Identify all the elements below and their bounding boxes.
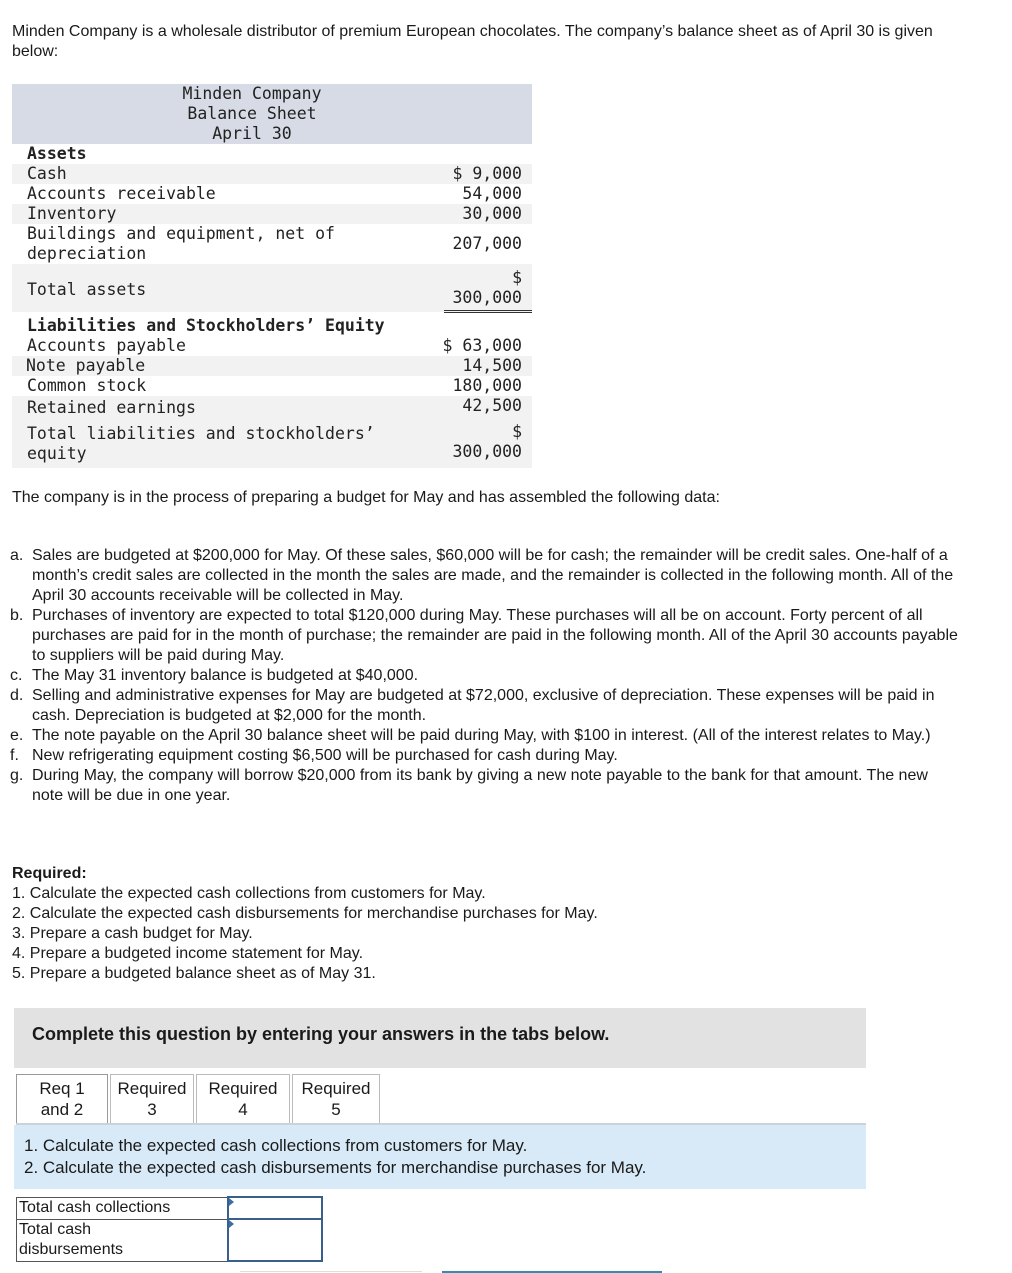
instructions-banner: Complete this question by entering your answers in the tabs below. (14, 1008, 866, 1068)
statement-date: April 30 (212, 124, 292, 143)
company-name: Minden Company (182, 84, 322, 103)
tab-label-line: and 2 (40, 1100, 84, 1119)
list-item (12, 606, 962, 666)
disbursements-label-line: Total cash (19, 1220, 92, 1238)
tab-required-3[interactable] (110, 1074, 194, 1124)
note-payable-row (12, 356, 532, 376)
required-title: Required: (12, 865, 87, 882)
cash-value: $ 9,000 (452, 164, 522, 183)
buildings-value: 207,000 (452, 234, 522, 253)
item-text: New refrigerating equipment costing $6,500 will be purchased for cash during May. (32, 747, 618, 764)
list-item (12, 686, 962, 726)
total-le-dollar: $ (512, 422, 522, 441)
tab-label-line: 4 (238, 1100, 248, 1119)
item-letter: e. (10, 727, 24, 744)
total-assets-row (12, 264, 532, 312)
required-line: 4. Prepare a budgeted income statement for May. (12, 945, 364, 962)
total-assets-dollar: $ (512, 268, 522, 287)
budget-intro: The company is in the process of preparing a budget for May and has assembled the following data: (12, 489, 720, 506)
statement-title: Balance Sheet (187, 104, 317, 123)
note-payable-value: 14,500 (462, 356, 522, 375)
footer-divider (240, 1271, 422, 1272)
ap-row (12, 336, 532, 356)
tab-label-line: 3 (147, 1100, 157, 1119)
list-item (12, 766, 962, 806)
task-instructions (14, 1125, 866, 1189)
required-section (12, 864, 598, 984)
item-letter: f. (10, 747, 19, 764)
item-text: Sales are budgeted at $200,000 for May. Of these sales, $60,000 will be for cash; the remainder will be credit sales. One-half of a month’s credit sales are collected in the month the sales are made, and the remainder is collected in the following month. All of the April 30 accounts receivable will be collected in May. (32, 547, 954, 604)
total-le-row (12, 418, 532, 468)
total-le-label-1: Total liabilities and stockholders’ (27, 424, 375, 443)
answer-table (16, 1196, 323, 1262)
data-items-list (12, 546, 962, 806)
retained-earnings-value: 42,500 (462, 396, 522, 415)
tab-label-line: Required (117, 1079, 187, 1098)
collections-label: Total cash collections (17, 1197, 229, 1219)
required-line: 5. Prepare a budgeted balance sheet as of May 31. (12, 965, 376, 982)
assets-heading: Assets (27, 144, 87, 163)
task-line: 2. Calculate the expected cash disbursements for merchandise purchases for May. (24, 1158, 647, 1177)
buildings-label-1: Buildings and equipment, net of (27, 224, 335, 243)
ap-label: Accounts payable (27, 336, 186, 355)
item-text: The May 31 inventory balance is budgeted at $40,000. (32, 667, 419, 684)
total-le-value: 300,000 (452, 442, 522, 461)
tab-required-5[interactable] (292, 1074, 380, 1124)
tab-label-line: Req 1 (39, 1079, 85, 1098)
ar-row (12, 184, 532, 204)
tab-required-4[interactable] (196, 1074, 290, 1124)
tab-label-line: Required (301, 1079, 371, 1098)
retained-earnings-row (12, 396, 532, 418)
retained-earnings-label: Retained earnings (27, 398, 196, 417)
task-line: 1. Calculate the expected cash collections from customers for May. (24, 1136, 528, 1155)
total-assets-double-rule (444, 310, 532, 313)
balance-sheet (12, 84, 532, 463)
tab-label-line: Required (208, 1079, 278, 1098)
item-text: Selling and administrative expenses for May are budgeted at $72,000, exclusive of depreciation. These expenses will be paid in cash. Depreciation is budgeted at $2,000 for the month. (32, 687, 935, 724)
table-row (17, 1197, 323, 1219)
required-line: 2. Calculate the expected cash disbursements for merchandise purchases for May. (12, 905, 598, 922)
item-text: During May, the company will borrow $20,000 from its bank by giving a new note payable to the bank for that amount. The new note will be due in one year. (32, 767, 928, 804)
buildings-row (12, 224, 532, 264)
item-letter: g. (10, 767, 24, 784)
inventory-label: Inventory (27, 204, 117, 223)
total-assets-label: Total assets (27, 280, 147, 299)
list-item (12, 726, 962, 746)
cash-row (12, 164, 532, 184)
cash-label: Cash (27, 164, 67, 183)
total-le-label-2: equity (27, 444, 87, 463)
list-item (12, 666, 962, 686)
required-line: 1. Calculate the expected cash collections from customers for May. (12, 885, 486, 902)
item-text: The note payable on the April 30 balance sheet will be paid during May, with $100 in interest. (All of the interest relates to May.) (32, 727, 931, 744)
tab-req-1-and-2[interactable] (16, 1074, 108, 1124)
disbursements-label-line: disbursements (19, 1240, 124, 1258)
common-stock-value: 180,000 (452, 376, 522, 395)
intro-text: Minden Company is a wholesale distributor of premium European chocolates. The company’s balance sheet as of April 30 is given below: (12, 23, 933, 60)
item-letter: b. (10, 607, 24, 624)
balance-sheet-header (12, 84, 532, 144)
collections-input[interactable] (229, 1198, 319, 1218)
liabilities-heading: Liabilities and Stockholders’ Equity (27, 316, 385, 335)
list-item (12, 546, 962, 606)
collections-cell (228, 1197, 322, 1219)
tab-bar (16, 1074, 382, 1124)
common-stock-row (12, 376, 532, 396)
disbursements-cell (228, 1219, 322, 1261)
table-row (17, 1219, 323, 1261)
inventory-row (12, 204, 532, 224)
ar-label: Accounts receivable (27, 184, 216, 203)
required-line: 3. Prepare a cash budget for May. (12, 925, 253, 942)
item-letter: a. (10, 547, 24, 564)
inventory-value: 30,000 (462, 204, 522, 223)
note-payable-label: Note payable (26, 356, 146, 375)
ar-value: 54,000 (462, 184, 522, 203)
item-letter: c. (10, 667, 23, 684)
disbursements-input[interactable] (229, 1220, 319, 1258)
buildings-label-2: depreciation (27, 244, 147, 263)
ap-value: $ 63,000 (442, 336, 522, 355)
total-assets-value: 300,000 (452, 288, 522, 307)
item-letter: d. (10, 687, 24, 704)
item-text: Purchases of inventory are expected to total $120,000 during May. These purchases will all be on account. Forty percent of all purchases are paid for in the month of purchase; the remainder are paid in the following month. All of the April 30 accounts payable to suppliers will be paid during May. (32, 607, 958, 664)
input-marker-icon (229, 1220, 234, 1228)
disbursements-label (17, 1219, 229, 1261)
list-item (12, 746, 962, 766)
tab-label-line: 5 (331, 1100, 341, 1119)
input-marker-icon (229, 1198, 234, 1206)
common-stock-label: Common stock (27, 376, 147, 395)
